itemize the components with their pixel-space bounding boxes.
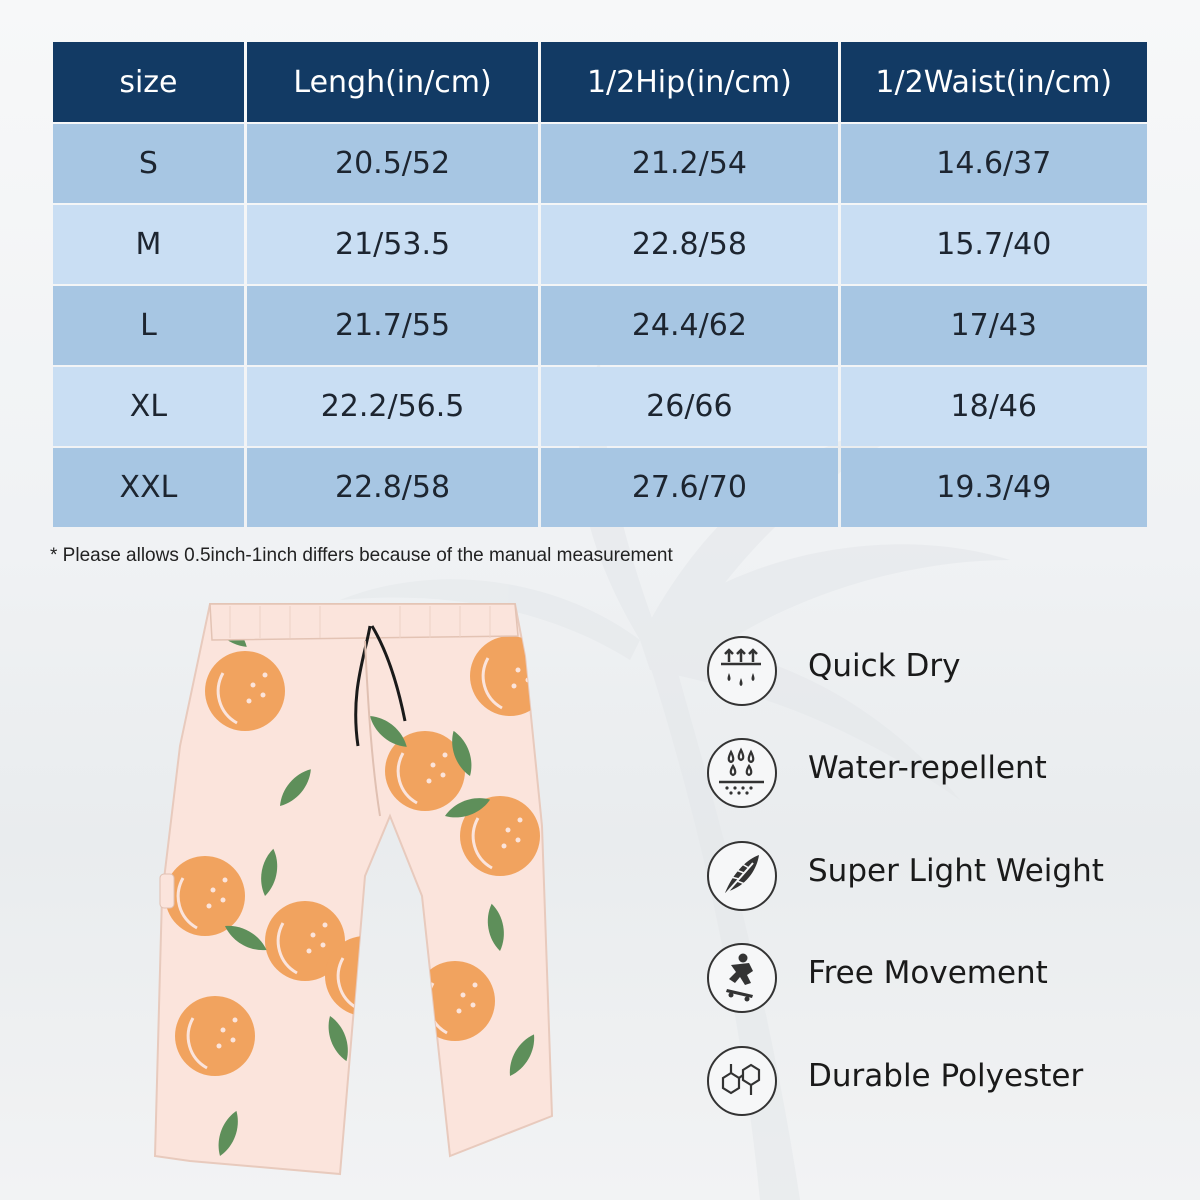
feature-durable-polyester — [700, 1046, 1170, 1136]
waist-cell: 14.6/37 — [841, 124, 1147, 203]
feather-icon — [707, 841, 777, 911]
feature-quick-dry — [700, 636, 1170, 726]
size-cell: L — [53, 286, 244, 365]
length-cell: 22.2/56.5 — [247, 367, 538, 446]
feature-water-repellent — [700, 738, 1170, 828]
water-repellent-icon — [707, 738, 777, 808]
size-cell: M — [53, 205, 244, 284]
table-row — [53, 286, 1147, 365]
hip-cell: 27.6/70 — [541, 448, 837, 527]
feature-label: Quick Dry — [808, 648, 961, 684]
waist-cell: 19.3/49 — [841, 448, 1147, 527]
feature-label: Free Movement — [808, 955, 1048, 991]
size-cell: S — [53, 124, 244, 203]
length-cell: 21.7/55 — [247, 286, 538, 365]
size-cell: XXL — [53, 448, 244, 527]
column-header-length: Lengh(in/cm) — [247, 42, 538, 122]
feature-label: Durable Polyester — [808, 1058, 1084, 1094]
skateboarder-icon — [707, 943, 777, 1013]
table-header-row — [53, 42, 1147, 122]
table-row — [53, 367, 1147, 446]
column-header-waist: 1/2Waist(in/cm) — [841, 42, 1147, 122]
column-header-size: size — [53, 42, 244, 122]
quick-dry-icon — [707, 636, 777, 706]
feature-free-movement — [700, 943, 1170, 1033]
length-cell: 20.5/52 — [247, 124, 538, 203]
feature-label: Water-repellent — [808, 750, 1047, 786]
length-cell: 21/53.5 — [247, 205, 538, 284]
table-row — [53, 205, 1147, 284]
table-row — [53, 448, 1147, 527]
size-chart-table — [50, 40, 1150, 529]
feature-label: Super Light Weight — [808, 853, 1104, 889]
column-header-hip: 1/2Hip(in/cm) — [541, 42, 837, 122]
hip-cell: 22.8/58 — [541, 205, 837, 284]
hip-cell: 26/66 — [541, 367, 837, 446]
measurement-note: * Please allows 0.5inch-1inch differs because of the manual measurement — [50, 545, 673, 566]
length-cell: 22.8/58 — [247, 448, 538, 527]
waist-cell: 17/43 — [841, 286, 1147, 365]
peach-print-shorts-image — [150, 596, 560, 1178]
table-row — [53, 124, 1147, 203]
waist-cell: 15.7/40 — [841, 205, 1147, 284]
feature-super-light-weight — [700, 841, 1170, 931]
molecule-icon — [707, 1046, 777, 1116]
size-cell: XL — [53, 367, 244, 446]
hip-cell: 21.2/54 — [541, 124, 837, 203]
hip-cell: 24.4/62 — [541, 286, 837, 365]
waist-cell: 18/46 — [841, 367, 1147, 446]
